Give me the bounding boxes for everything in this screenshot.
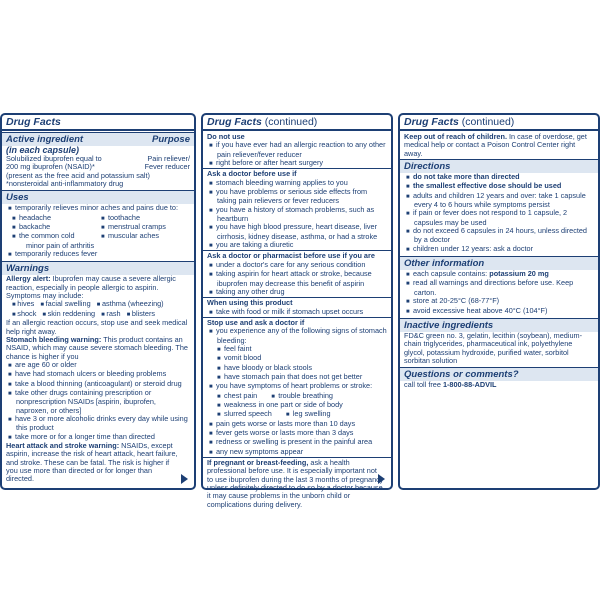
active-ingredient-subheading: (in each capsule) — [6, 145, 80, 155]
heart-signs-row-2: ■ slurred speech ■ leg swelling — [203, 410, 391, 419]
stop-use-intro: ■ you experience any of the following signs of stomach bleeding: — [203, 327, 391, 345]
allergy-alert: Allergy alert: Ibuprofen may cause a severe allergic reaction, especially in people allergic to aspirin. — [6, 274, 176, 292]
list-item: ■ vomit blood — [203, 354, 391, 363]
continue-arrow-icon — [378, 474, 385, 484]
allergy-stop-use: If an allergic reaction occurs, stop use and seek medical help right away. — [6, 318, 188, 336]
list-item: ■ the common cold — [12, 232, 101, 241]
drug-facts-panel-1 — [0, 113, 196, 490]
panel-title: Drug Facts (continued) — [207, 116, 318, 128]
list-item: ■ children under 12 years: ask a doctor — [400, 245, 598, 254]
panel-title: Drug Facts — [6, 116, 61, 128]
list-item: ■ you have a history of stomach problems, such as heartburn — [203, 206, 391, 224]
list-item: ■ if you have ever had an allergic reaction to any other pain reliever/fever reducer — [203, 141, 391, 159]
list-item: ■ take with food or milk if stomach upset occurs — [203, 308, 391, 317]
uses-fever: ■ temporarily reduces fever — [2, 250, 194, 259]
drug-facts-panel-2 — [201, 113, 393, 509]
list-item: ■ backache — [12, 223, 101, 232]
symptoms-intro: Symptoms may include: — [6, 291, 84, 301]
keep-out-of-reach: Keep out of reach of children. In case of overdose, get medical help or contact a Poison Control Center right away. — [404, 132, 587, 158]
ask-pharmacist-heading: Ask a doctor or pharmacist before use if you are — [203, 250, 391, 260]
stop-use-heading: Stop use and ask a doctor if — [203, 317, 391, 327]
list-item: ■ fever gets worse or lasts more than 3 days — [203, 429, 391, 438]
list-item: ■ muscular aches — [101, 232, 190, 241]
list-item: ■ headache — [12, 214, 101, 223]
uses-heading: Uses — [2, 190, 194, 204]
active-ingredient-note: (present as the free acid and potassium salt) — [6, 170, 150, 180]
list-item: ■ read all warnings and directions before use. Keep carton. — [400, 279, 598, 297]
other-information-heading: Other information — [400, 256, 598, 270]
list-item: ■ you have problems or serious side effects from taking pain relievers or fever reducers — [203, 188, 391, 206]
when-using-heading: When using this product — [203, 297, 391, 307]
list-item: ■ take other drugs containing prescription or nonprescription NSAIDs [aspirin, ibuprofen, naproxen, or others] — [2, 389, 194, 415]
list-item: ■ pain gets worse or lasts more than 10 days — [203, 420, 391, 429]
list-item: ■ adults and children 12 years and over: take 1 capsule every 4 to 6 hours while symptoms persist — [400, 192, 598, 210]
heart-attack-warning: Heart attack and stroke warning: NSAIDs, except aspirin, increase the risk of heart attack, heart failure, and stroke. These can be fatal. The risk is higher if you use more than directed or for longer than directed. — [6, 440, 178, 484]
stomach-bleeding-warning: Stomach bleeding warning: This product contains an NSAID, which may cause severe stomach bleeding. The chance is higher if you — [6, 334, 188, 361]
list-item: ■ under a doctor's care for any serious condition — [203, 261, 391, 270]
list-item: ■ you are taking a diuretic — [203, 241, 391, 250]
list-item: ■ any new symptoms appear — [203, 448, 391, 457]
list-item: ■ weakness in one part or side of body — [203, 401, 391, 410]
pregnancy-warning: If pregnant or breast-feeding, ask a health professional before use. It is especially important not to use ibuprofen during the last 3 months of pregnancy unless definitely directed to do so by a doctor because it may cause problems in the unborn child or complications during delivery. — [203, 457, 391, 509]
questions-heading: Questions or comments? — [400, 367, 598, 381]
ask-doctor-heading: Ask a doctor before use if — [203, 168, 391, 178]
heart-signs-row: ■ chest pain ■ trouble breathing — [203, 392, 391, 401]
list-item: ■ taking aspirin for heart attack or stroke, because ibuprofen may decrease this benefit of aspirin — [203, 270, 391, 288]
symptoms-row-1: ■ hives ■ facial swelling ■ asthma (wheezing) — [2, 300, 194, 309]
list-item: ■ the smallest effective dose should be used — [400, 182, 598, 191]
list-item: ■ take more or for a longer time than directed — [2, 433, 194, 442]
list-item: ■ right before or after heart surgery — [203, 159, 391, 168]
continue-arrow-icon — [181, 474, 188, 484]
list-item: ■ store at 20-25°C (68-77°F) — [400, 297, 598, 306]
heart-symptoms-intro: ■ you have symptoms of heart problems or stroke: — [203, 382, 391, 391]
questions-text: call toll free 1-800-88-ADVIL — [404, 380, 497, 390]
directions-heading: Directions — [400, 159, 598, 173]
list-item: ■ have stomach pain that does not get better — [203, 373, 391, 382]
uses-arthritis: minor pain of arthritis — [26, 240, 95, 250]
list-item: ■ each capsule contains: potassium 20 mg — [400, 270, 598, 279]
inactive-ingredients-heading: Inactive ingredients — [400, 318, 598, 332]
active-ingredient-row-2: 200 mg ibuprofen (NSAID)* Fever reducer — [6, 162, 190, 172]
list-item: ■ if pain or fever does not respond to 1 capsule, 2 capsules may be used — [400, 209, 598, 227]
list-item: ■ have 3 or more alcoholic drinks every day while using this product — [2, 415, 194, 433]
list-item: ■ stomach bleeding warning applies to you — [203, 179, 391, 188]
nsaid-footnote: *nonsteroidal anti-inflammatory drug — [6, 179, 124, 189]
active-ingredient-heading: Active ingredient Purpose — [2, 132, 194, 146]
list-item: ■ you have high blood pressure, heart disease, liver cirrhosis, kidney disease, asthma, or had a stroke — [203, 223, 391, 241]
active-ingredient-row-1: Solubilized ibuprofen equal to Pain reliever/ — [6, 154, 190, 163]
list-item: ■ feel faint — [203, 345, 391, 354]
list-item: ■ do not exceed 6 capsules in 24 hours, unless directed by a doctor — [400, 227, 598, 245]
drug-facts-panel-3 — [398, 113, 600, 490]
list-item: ■ toothache — [101, 214, 190, 223]
warnings-heading: Warnings — [2, 261, 194, 275]
list-item: ■ menstrual cramps — [101, 223, 190, 232]
list-item: ■ are age 60 or older — [2, 361, 194, 370]
uses-intro: ■ temporarily relieves minor aches and pains due to: — [2, 204, 194, 213]
list-item: ■ avoid excessive heat above 40°C (104°F) — [400, 307, 598, 316]
panel-title: Drug Facts (continued) — [404, 116, 515, 128]
list-item: ■ have bloody or black stools — [203, 364, 391, 373]
inactive-ingredients-text: FD&C green no. 3, gelatin, lecithin (soybean), medium-chain triglycerides, pharmaceutical ink, polyethylene glycol, potassium hydroxide, purified water, sorbitol sorbitan solution — [404, 330, 583, 365]
list-item: ■ taking any other drug — [203, 288, 391, 297]
do-not-use-heading: Do not use — [207, 132, 245, 141]
uses-grid — [2, 214, 194, 242]
list-item: ■ redness or swelling is present in the painful area — [203, 438, 391, 447]
list-item: ■ do not take more than directed — [400, 173, 598, 182]
list-item: ■ have had stomach ulcers or bleeding problems — [2, 370, 194, 379]
list-item: ■ take a blood thinning (anticoagulant) or steroid drug — [2, 380, 194, 389]
symptoms-row-2: ■ shock ■ skin reddening ■ rash ■ blisters — [2, 310, 194, 319]
